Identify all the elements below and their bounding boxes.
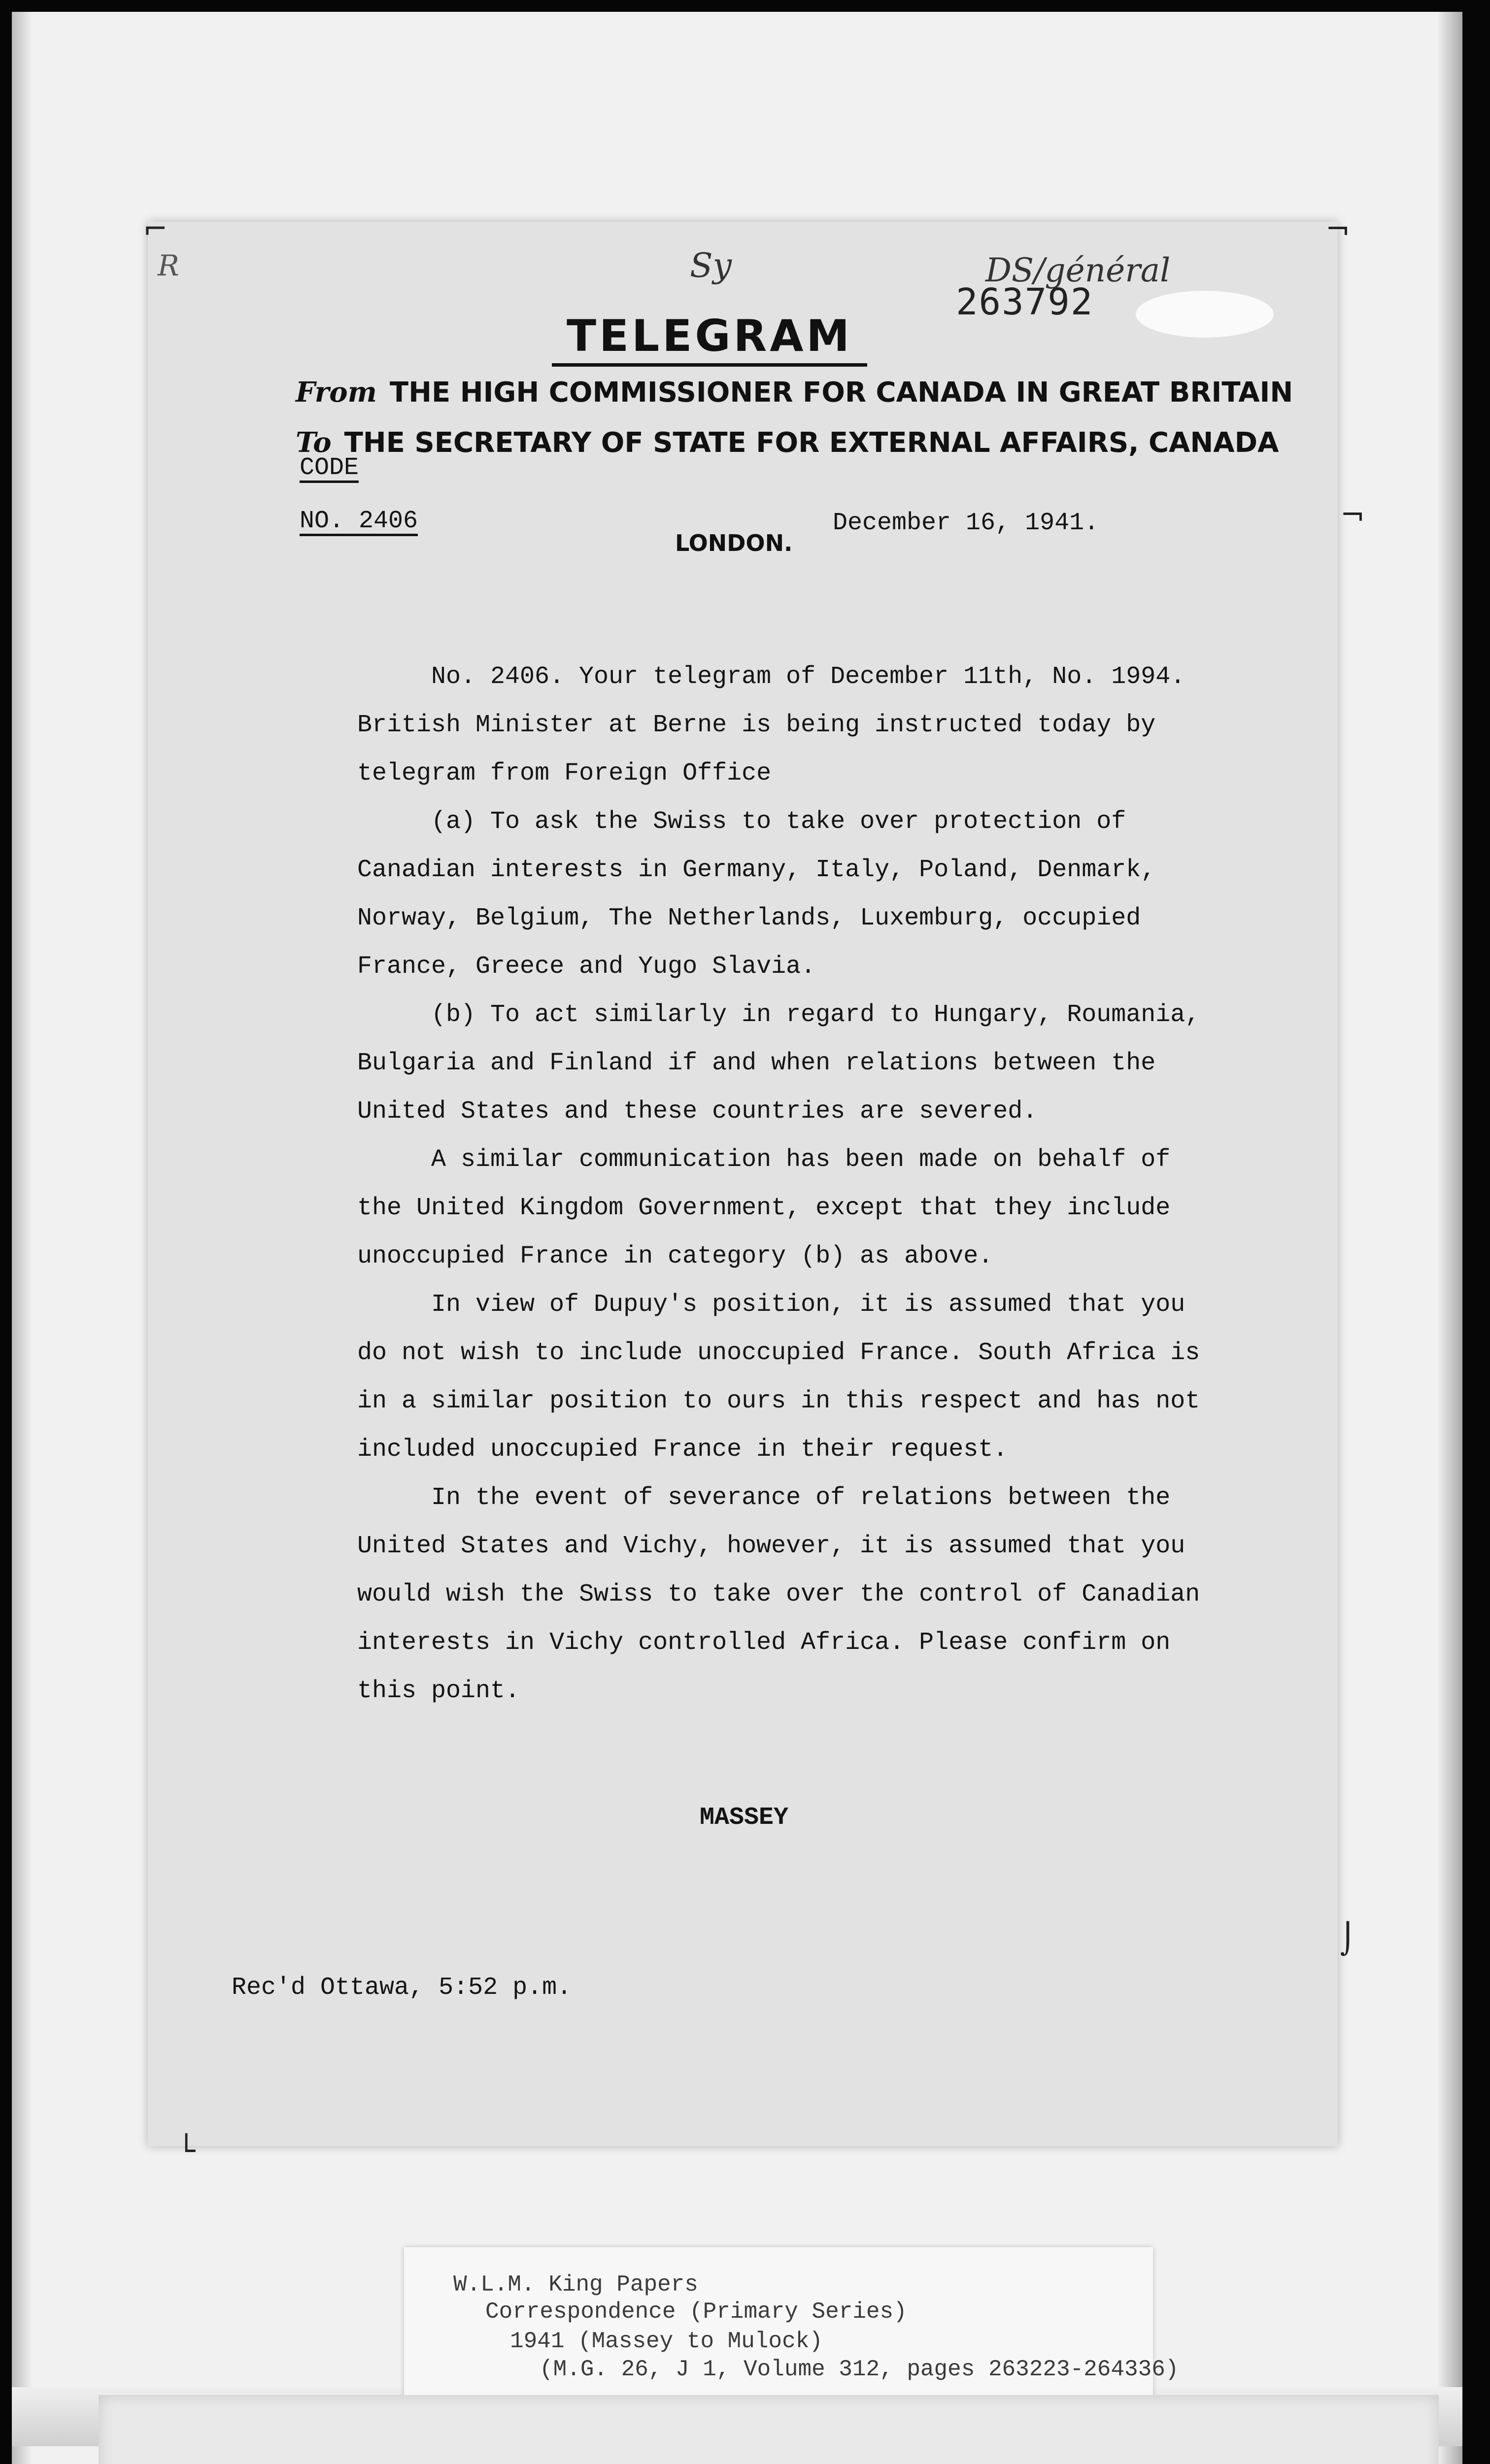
received-time: Rec'd Ottawa, 5:52 p.m.: [232, 1974, 572, 2002]
corner-mark-right-lower: ⌡: [1340, 1922, 1356, 1956]
card-line: 1941 (Massey to Mulock): [510, 2328, 823, 2354]
body-line: interests in Vichy controlled Africa. Please confirm on: [357, 1629, 1171, 1657]
to-label: To: [296, 426, 332, 459]
index-card: [404, 2247, 1179, 2420]
to-row: [296, 426, 1279, 459]
file-number-stamp: 263792: [956, 281, 1094, 323]
corner-mark-top-left: ⌐: [143, 212, 168, 246]
body-line: telegram from Foreign Office: [357, 759, 772, 787]
corner-mark-top-right: ¬: [1325, 212, 1351, 246]
telegram-body: [357, 653, 1234, 1715]
body-line: do not wish to include unoccupied France. South Africa is: [357, 1339, 1200, 1367]
body-line: would wish the Swiss to take over the control of Canadian: [357, 1580, 1200, 1608]
archives-label-board: [99, 2395, 1439, 2464]
card-line: W.L.M. King Papers: [453, 2272, 698, 2297]
body-line: British Minister at Berne is being instructed today by: [357, 711, 1156, 739]
body-line: No. 2406. Your telegram of December 11th, No. 1994.: [431, 663, 1185, 691]
body-line: (b) To act similarly in regard to Hungary, Roumania,: [431, 1001, 1200, 1029]
body-line: in a similar position to ours in this respect and has not: [357, 1387, 1200, 1415]
body-line: unoccupied France in category (b) as above.: [357, 1242, 993, 1270]
signature: MASSEY: [700, 1804, 789, 1832]
body-line: Norway, Belgium, The Netherlands, Luxemburg, occupied: [357, 904, 1141, 932]
telegram-number: NO. 2406: [300, 507, 418, 535]
corner-mark-right: ¬: [1340, 498, 1365, 532]
body-line: (a) To ask the Swiss to take over protection of: [431, 808, 1126, 836]
handwritten-initials: Sy: [690, 246, 732, 285]
from-label: From: [296, 376, 377, 409]
to-value: THE SECRETARY OF STATE FOR EXTERNAL AFFAIRS, CANADA: [344, 427, 1279, 459]
card-line: Correspondence (Primary Series): [485, 2299, 907, 2325]
margin-mark: R: [158, 249, 179, 282]
body-line: the United Kingdom Government, except that they include: [357, 1194, 1171, 1222]
body-line: Bulgaria and Finland if and when relations between the: [357, 1049, 1156, 1077]
body-line: United States and Vichy, however, it is assumed that you: [357, 1532, 1185, 1560]
from-value: THE HIGH COMMISSIONER FOR CANADA IN GREAT BRITAIN: [389, 376, 1293, 409]
body-line: included unoccupied France in their request.: [357, 1436, 1008, 1464]
body-line: In the event of severance of relations between the: [431, 1484, 1171, 1512]
from-row: [296, 376, 1293, 409]
body-line: France, Greece and Yugo Slavia.: [357, 953, 816, 981]
body-line: this point.: [357, 1677, 520, 1705]
body-line: A similar communication has been made on behalf of: [431, 1146, 1171, 1174]
place-of-origin: LONDON.: [675, 530, 793, 556]
telegram-date: December 16, 1941.: [833, 509, 1099, 537]
body-line: Canadian interests in Germany, Italy, Poland, Denmark,: [357, 856, 1156, 884]
film-edge-left: [12, 12, 32, 2464]
handwritten-file-note: DS/général: [985, 251, 1171, 289]
telegram-title: TELEGRAM: [552, 310, 867, 367]
code-designation: CODE: [300, 454, 359, 482]
corner-mark-bottom-left: └: [177, 2134, 196, 2168]
film-edge-right: [1438, 12, 1462, 2464]
body-line: United States and these countries are severed.: [357, 1097, 1038, 1126]
body-line: In view of Dupuy's position, it is assumed that you: [431, 1291, 1185, 1319]
card-line: (M.G. 26, J 1, Volume 312, pages 263223-264336): [540, 2357, 1179, 2382]
paper-smudge: [1136, 291, 1274, 338]
